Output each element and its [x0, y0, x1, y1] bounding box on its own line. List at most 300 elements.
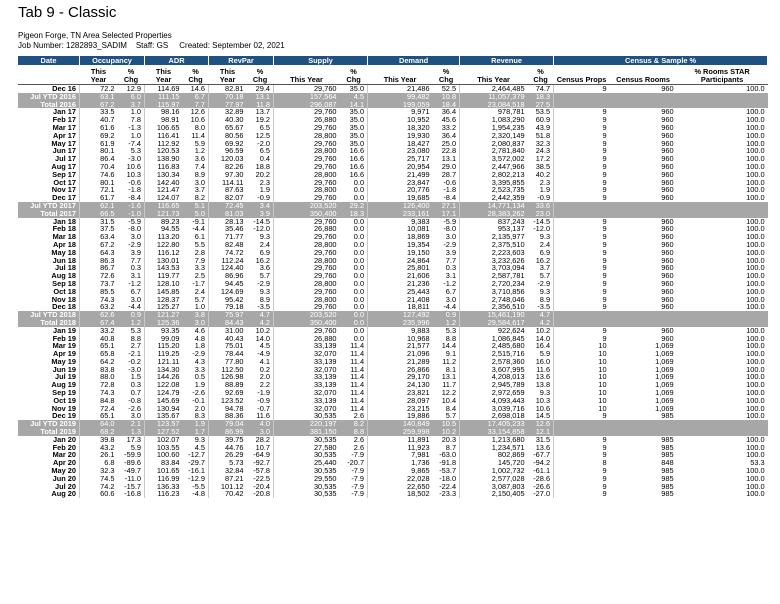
table-cell: 87.21 [225, 474, 244, 483]
table-cell: -5.9 [433, 218, 460, 226]
table-cell: 9,971 [411, 108, 430, 117]
row-date-cell: Oct 18 [18, 288, 80, 296]
table-cell: 5.7 [183, 296, 209, 304]
table-cell: 2,356,510 [491, 303, 525, 312]
table-cell: 22,028 [406, 474, 430, 483]
table-cell: 60.9 [528, 116, 554, 124]
summary-row [18, 428, 768, 436]
table-cell: 5.3 [118, 327, 145, 335]
table-cell: 2,485,680 [491, 342, 525, 351]
table-cell: 96.59 [225, 147, 244, 156]
table-cell: 7.8 [118, 116, 145, 124]
table-cell: 124.79 [156, 389, 180, 397]
table-cell: 0.0 [340, 257, 368, 265]
table-cell: 25,440 [313, 459, 337, 468]
table-cell: 2.7 [118, 342, 145, 350]
table-cell: 3.9 [247, 210, 274, 218]
table-cell: 10.7 [247, 444, 274, 452]
table-cell: 9 [602, 264, 607, 273]
table-cell: 3,232,626 [491, 256, 525, 265]
table-cell: 11.2 [433, 358, 460, 366]
table-cell: 960 [661, 116, 674, 124]
table-cell: 43.9 [528, 124, 554, 132]
table-cell: 203,520 [274, 311, 340, 319]
table-cell: 11.6 [247, 412, 274, 420]
table-cell: 33,139 [313, 396, 337, 405]
table-cell: 9,865 [411, 467, 430, 475]
table-cell: 112.24 [221, 256, 244, 265]
table-cell: 72.8 [100, 381, 115, 390]
table-row [18, 296, 768, 304]
table-cell: 32,070 [313, 350, 337, 358]
table-cell: 11.4 [340, 405, 368, 413]
table-cell: 45.6 [433, 116, 460, 124]
table-cell: -3.0 [118, 366, 145, 374]
row-date-cell: Jul YTD 2017 [18, 202, 80, 210]
table-cell: 0.3 [118, 264, 145, 272]
table-cell: 3,039,716 [491, 404, 525, 413]
summary-row [18, 93, 768, 101]
table-cell: 8.0 [183, 124, 209, 132]
table-cell: 100.0 [746, 373, 765, 382]
table-cell: -1.7 [183, 280, 209, 288]
table-cell: 6.7 [118, 288, 145, 296]
table-cell: 100.0 [746, 381, 765, 390]
table-cell: 29,760 [313, 287, 337, 296]
table-cell: 114.69 [157, 84, 180, 93]
table-cell: 9.3 [247, 288, 274, 296]
table-cell: 2.0 [183, 405, 209, 413]
table-cell: 35.0 [340, 124, 368, 132]
table-cell: 21,236 [406, 279, 430, 288]
table-cell: 100.0 [746, 170, 765, 179]
table-cell: 26,880 [313, 225, 337, 234]
group-header: Date [18, 56, 80, 66]
table-cell: -1.2 [118, 280, 145, 288]
column-header: % Rooms STAR Participants [677, 66, 768, 85]
table-cell: 84.8 [100, 396, 115, 405]
table-cell: 0.0 [340, 225, 368, 233]
table-cell: 7.7 [118, 257, 145, 265]
table-cell: 28,800 [313, 295, 337, 304]
table-cell: 19.2 [247, 116, 274, 124]
table-cell: -7.9 [340, 467, 368, 475]
table-cell: 3.7 [183, 186, 209, 194]
table-cell: 0.0 [340, 303, 368, 311]
table-row [18, 163, 768, 171]
table-cell: 5.9 [118, 444, 145, 452]
table-cell: -28.6 [528, 475, 554, 483]
table-cell: 86.96 [225, 272, 244, 280]
table-cell: 960 [661, 178, 674, 187]
table-cell: 82.26 [225, 162, 244, 171]
summary-row [18, 311, 768, 319]
table-cell: 8.8 [118, 335, 145, 343]
table-cell: 3.9 [433, 249, 460, 257]
table-cell: 9 [602, 84, 607, 93]
table-cell: 4.7 [528, 311, 554, 319]
table-cell: 100.0 [746, 482, 765, 491]
table-row [18, 147, 768, 155]
table-cell: 40.7 [100, 116, 115, 124]
table-cell: 3.3 [183, 264, 209, 272]
table-row [18, 116, 768, 124]
table-cell: 2.4 [183, 288, 209, 296]
table-cell: 83.84 [161, 459, 180, 468]
table-cell: 1,069 [655, 373, 674, 382]
table-cell: 144.26 [156, 373, 180, 382]
table-cell: 13.7 [247, 108, 274, 116]
table-cell: 86.4 [100, 155, 115, 163]
table-cell: -14.5 [528, 218, 554, 226]
table-cell: 100.60 [156, 451, 180, 460]
table-cell: 4.5 [183, 444, 209, 452]
table-cell: 0.0 [340, 241, 368, 249]
table-cell: 128.10 [156, 279, 180, 288]
row-date-cell: Jul YTD 2016 [18, 93, 80, 101]
table-cell: 9 [602, 233, 607, 241]
row-date-cell: Jun 18 [18, 257, 80, 265]
table-cell: 5.7 [247, 272, 274, 280]
table-cell: 100.0 [746, 474, 765, 483]
table-cell: 9 [602, 256, 607, 265]
row-date-cell: Jul 19 [18, 373, 80, 381]
column-header: Census Props [554, 66, 610, 85]
table-cell: 100.0 [746, 178, 765, 187]
table-cell: 12.5 [247, 132, 274, 140]
table-cell: 32.3 [528, 140, 554, 148]
table-cell: 119.77 [157, 272, 180, 280]
table-cell: 24,864 [406, 256, 430, 265]
table-cell: 10 [598, 373, 607, 382]
table-cell: 985 [661, 467, 674, 475]
table-row [18, 373, 768, 381]
table-cell: 3.0 [118, 296, 145, 304]
table-cell: 10,081 [406, 225, 430, 234]
table-cell: 101.12 [220, 482, 244, 491]
row-date-cell: Apr 17 [18, 132, 80, 140]
table-row [18, 140, 768, 148]
table-cell: 116.83 [157, 162, 180, 171]
table-cell: 960 [661, 272, 674, 280]
table-cell: 985 [661, 443, 674, 452]
table-cell: 27.1 [433, 202, 460, 210]
table-cell: 14.0 [528, 335, 554, 343]
table-cell: 4.6 [183, 327, 209, 335]
table-cell [554, 101, 610, 109]
table-cell: 123.52 [220, 396, 244, 405]
table-row [18, 436, 768, 444]
row-date-cell: Aug 19 [18, 381, 80, 389]
table-cell: 15,461,190 [460, 311, 528, 319]
table-cell [554, 93, 610, 101]
table-cell: 121.73 [145, 210, 183, 218]
table-cell: 19,930 [406, 131, 430, 140]
table-cell: 26,880 [313, 334, 337, 343]
table-cell: 100.0 [746, 139, 765, 148]
table-cell: 28,800 [313, 186, 337, 195]
table-cell: 3.6 [247, 264, 274, 272]
row-date-cell: Mar 20 [18, 451, 80, 459]
table-cell: 29,760 [313, 139, 337, 148]
table-cell: 0.0 [340, 280, 368, 288]
table-cell: 65.8 [100, 350, 115, 358]
table-cell: 29,760 [313, 155, 337, 163]
table-cell: 9 [602, 116, 607, 124]
table-cell: 960 [661, 256, 674, 265]
table-row [18, 241, 768, 249]
table-cell: 71.77 [225, 233, 244, 241]
table-cell: 61.7 [100, 194, 115, 202]
table-cell: 2,447,966 [491, 162, 525, 171]
table-cell: 28,800 [313, 256, 337, 265]
table-cell: 0.0 [340, 288, 368, 296]
table-cell: 100.0 [746, 287, 765, 296]
table-cell [677, 202, 768, 210]
table-cell: -0.6 [118, 179, 145, 187]
table-cell: 18,811 [407, 303, 430, 312]
table-cell: 11,923 [407, 443, 430, 452]
table-cell: 115.97 [145, 101, 183, 109]
table-cell: 6.9 [247, 249, 274, 257]
table-cell: 32.84 [225, 467, 244, 475]
table-cell: 23.0 [528, 210, 554, 218]
table-cell: -92.7 [247, 459, 274, 467]
table-cell: 100.0 [746, 186, 765, 195]
table-cell: 9 [602, 474, 607, 483]
row-date-cell: Nov 17 [18, 186, 80, 194]
table-cell: 122.08 [156, 381, 180, 390]
table-cell: 43.2 [100, 443, 115, 452]
table-cell: 4.7 [247, 311, 274, 319]
table-row [18, 381, 768, 389]
table-cell: 14.6 [183, 85, 209, 93]
table-cell: 953,137 [497, 225, 525, 234]
table-cell: 74.3 [100, 295, 115, 304]
table-cell: 7.7 [183, 101, 209, 109]
table-cell: 0.0 [340, 327, 368, 335]
table-cell: 960 [661, 84, 674, 93]
table-cell: 16.2 [247, 257, 274, 265]
table-cell: 38.5 [528, 163, 554, 171]
table-cell: 0.0 [340, 179, 368, 187]
table-cell: 10.5 [433, 420, 460, 428]
table-cell: 3,395,855 [491, 178, 525, 187]
table-cell: 87.63 [225, 186, 244, 195]
table-cell: 5.7 [528, 272, 554, 280]
table-cell: 61.9 [100, 139, 115, 148]
table-cell: 79.04 [209, 420, 247, 428]
table-cell: 10.2 [433, 428, 460, 436]
table-cell [677, 210, 768, 218]
table-cell: 0.5 [183, 373, 209, 381]
table-row [18, 194, 768, 202]
table-cell: -0.9 [528, 194, 554, 202]
table-cell: 1.0 [118, 108, 145, 116]
table-cell: 88.36 [225, 412, 244, 421]
table-cell: 100.0 [746, 303, 765, 312]
table-cell: 97.30 [225, 170, 244, 179]
row-date-cell: Sep 19 [18, 389, 80, 397]
report-title: Tab 9 - Classic [18, 4, 117, 21]
table-cell: 16.4 [528, 342, 554, 350]
row-date-cell: Jan 19 [18, 327, 80, 335]
table-cell: 67.4 [80, 319, 118, 327]
table-cell: 9 [602, 248, 607, 257]
row-date-cell: Apr 19 [18, 350, 80, 358]
table-cell: 12.1 [528, 428, 554, 436]
table-cell: 86.99 [209, 428, 247, 436]
row-date-cell: Jan 17 [18, 108, 80, 116]
table-cell: 3.0 [183, 319, 209, 327]
table-cell: 80.1 [100, 147, 115, 156]
table-cell: 8.9 [183, 171, 209, 179]
table-cell: 8.2 [183, 194, 209, 202]
table-cell: 10 [598, 350, 607, 358]
table-cell: 29,584,617 [460, 319, 528, 327]
table-cell: 9 [602, 186, 607, 195]
table-cell: 21,499 [406, 170, 430, 179]
table-cell: 9 [602, 451, 607, 460]
table-cell: 4.8 [183, 335, 209, 343]
table-row [18, 249, 768, 257]
table-cell: 94.55 [161, 225, 180, 234]
table-cell: 11.4 [340, 373, 368, 381]
table-cell: 82.07 [225, 194, 244, 202]
table-cell: -9.1 [183, 218, 209, 226]
table-cell: -94.2 [528, 459, 554, 467]
table-cell: 9 [602, 225, 607, 234]
table-cell: 16.6 [340, 163, 368, 171]
table-cell: 0.0 [340, 319, 368, 327]
table-cell: 0.0 [340, 249, 368, 257]
row-date-cell: Apr 20 [18, 459, 80, 467]
table-cell: 100.0 [746, 131, 765, 140]
table-cell [677, 93, 768, 101]
row-date-cell: Mar 19 [18, 342, 80, 350]
table-cell: 29.4 [247, 85, 274, 93]
table-cell: 4,093,443 [491, 396, 525, 405]
table-cell: 2,577,028 [491, 474, 525, 483]
table-cell: 29.0 [433, 163, 460, 171]
table-cell: 2.1 [118, 420, 145, 428]
row-date-cell: Total 2018 [18, 319, 80, 327]
table-cell [554, 202, 610, 210]
table-cell: 40.43 [225, 334, 244, 343]
table-cell: 19,354 [406, 240, 430, 249]
table-cell: 6.8 [104, 459, 115, 468]
table-cell: 119.25 [157, 350, 180, 358]
table-cell: 2,720,234 [491, 279, 525, 288]
table-cell: -16.1 [183, 467, 209, 475]
table-cell: 29,760 [313, 303, 337, 312]
table-cell: 21,096 [406, 350, 430, 358]
group-header: RevPar [209, 56, 274, 66]
table-cell: 36.4 [433, 132, 460, 140]
table-cell: 116.41 [157, 131, 180, 140]
table-cell: 126,400 [368, 202, 433, 210]
table-cell: 9 [602, 326, 607, 335]
table-cell: 960 [661, 303, 674, 312]
table-cell: 74.5 [100, 474, 115, 483]
table-cell: 19,886 [406, 412, 430, 421]
table-cell: -20.8 [247, 490, 274, 498]
table-cell: 100.0 [746, 404, 765, 413]
row-date-cell: Sep 18 [18, 280, 80, 288]
table-cell: 20.2 [247, 171, 274, 179]
table-cell: 100.0 [746, 350, 765, 358]
table-cell: 3.1 [118, 272, 145, 280]
table-row [18, 303, 768, 311]
table-cell: 112.50 [221, 365, 244, 374]
table-cell: -1.8 [433, 186, 460, 194]
table-cell: 120.53 [156, 147, 180, 156]
table-cell: 960 [661, 108, 674, 117]
table-cell: 35.46 [225, 225, 244, 234]
table-cell: 0.9 [118, 311, 145, 319]
table-cell: 94.45 [225, 279, 244, 288]
table-cell: 116.65 [145, 202, 183, 210]
table-cell: -59.9 [118, 451, 145, 459]
table-cell: 2,698,018 [491, 412, 525, 421]
table-cell: 29,760 [313, 248, 337, 257]
column-header: This Year [274, 66, 340, 85]
table-cell: 3.0 [118, 233, 145, 241]
table-cell: 18.3 [528, 93, 554, 101]
table-cell: 100.0 [746, 279, 765, 288]
table-cell: 9 [602, 155, 607, 163]
table-cell: 11.4 [340, 358, 368, 366]
table-cell: 8.3 [183, 412, 209, 420]
table-cell: 2,578,360 [491, 357, 525, 366]
table-cell: 2.3 [247, 179, 274, 187]
table-cell: 1,069 [655, 404, 674, 413]
table-cell: 2.4 [528, 241, 554, 249]
table-cell: 2.6 [340, 444, 368, 452]
table-cell: 985 [661, 435, 674, 444]
column-header: % Chg [340, 66, 368, 85]
group-header: Revenue [460, 56, 554, 66]
table-cell: 5.3 [433, 327, 460, 335]
table-cell: -2.9 [528, 280, 554, 288]
table-cell: 17.3 [118, 436, 145, 444]
table-cell: 74.72 [225, 248, 244, 257]
table-cell: 1.3 [118, 428, 145, 436]
table-cell: 19,150 [406, 248, 430, 257]
column-header: This Year [460, 66, 528, 85]
table-cell: -2.9 [118, 241, 145, 249]
table-cell: 3,703,094 [491, 264, 525, 273]
report-location: Pigeon Forge, TN Area Selected Properties [18, 31, 172, 40]
table-cell: 960 [661, 131, 674, 140]
table-cell: 29,760 [313, 162, 337, 171]
table-cell: -53.7 [433, 467, 460, 475]
table-cell: 9.3 [528, 288, 554, 296]
summary-row [18, 101, 768, 109]
table-cell: 1,069 [655, 357, 674, 366]
table-cell: 9,883 [411, 326, 430, 335]
table-cell: 68.2 [80, 428, 118, 436]
table-cell: 33,154,858 [460, 428, 528, 436]
table-cell: 13.1 [433, 373, 460, 381]
table-cell: 13.6 [528, 444, 554, 452]
table-cell: 18.8 [247, 163, 274, 171]
column-header: This Year [145, 66, 183, 85]
table-cell: 75.01 [225, 342, 244, 351]
table-cell: -61.1 [528, 467, 554, 475]
table-cell: 985 [661, 451, 674, 460]
table-cell: 11.4 [340, 397, 368, 405]
